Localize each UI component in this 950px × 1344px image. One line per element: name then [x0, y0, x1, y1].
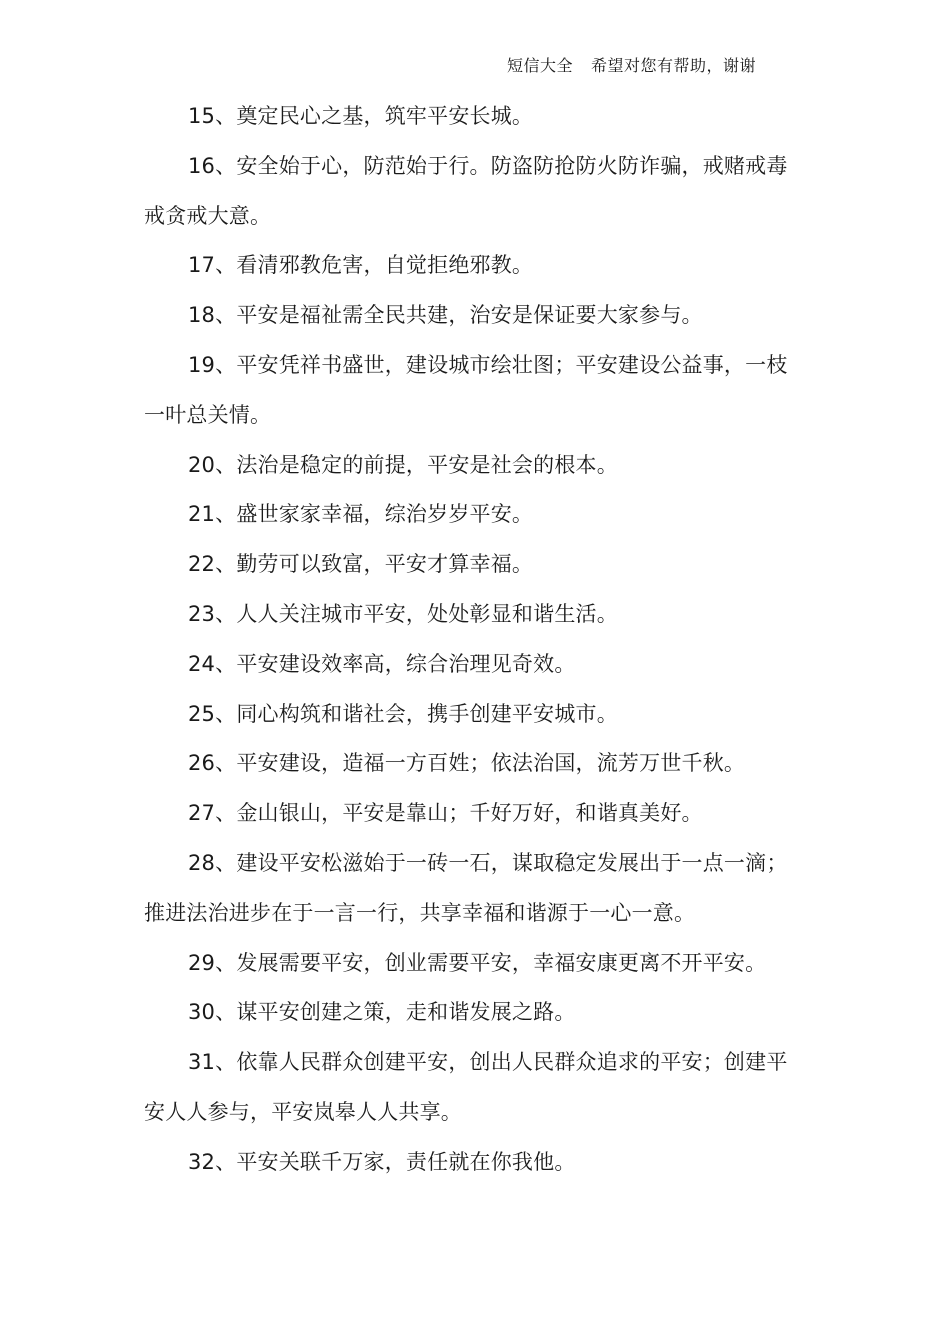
slogan-15: 15、奠定民心之基，筑牢平安长城。 — [188, 104, 534, 128]
header-right-text: 希望对您有帮助，谢谢 — [590, 56, 756, 75]
slogan-20: 20、法治是稳定的前提，平安是社会的根本。 — [188, 452, 618, 477]
slogan-29: 29、发展需要平安，创业需要平安，幸福安康更离不开平安。 — [188, 950, 767, 975]
slogan-23: 23、人人关注城市平安，处处彰显和谐生活。 — [188, 601, 618, 626]
slogan-24: 24、平安建设效率高，综合治理见奇效。 — [188, 651, 576, 676]
slogan-31: 31、依靠人民群众创建平安，创出人民群众追求的平安；创建平安人人参与，平安岚皋人人共享。 — [144, 1050, 788, 1124]
slogan-19: 19、平安凭祥书盛世，建设城市绘壮图；平安建设公益事，一枝一叶总关情。 — [144, 352, 788, 427]
slogan-list — [144, 92, 806, 1188]
slogan-32: 32、平安关联千万家，责任就在你我他。 — [188, 1149, 576, 1174]
slogan-30: 30、谋平安创建之策，走和谐发展之路。 — [188, 1000, 576, 1025]
page-header — [507, 54, 756, 78]
slogan-21: 21、盛世家家幸福，综治岁岁平安。 — [188, 502, 534, 527]
slogan-27: 27、金山银山，平安是靠山；千好万好，和谐真美好。 — [188, 801, 703, 826]
slogan-17: 17、看清邪教危害，自觉拒绝邪教。 — [188, 253, 534, 278]
slogan-25: 25、同心构筑和谐社会，携手创建平安城市。 — [188, 701, 618, 726]
slogan-22: 22、勤劳可以致富，平安才算幸福。 — [188, 552, 534, 577]
slogan-28: 28、建设平安松滋始于一砖一石，谋取稳定发展出于一点一滴；推进法治进步在于一言一行，共享幸福和谐源于一心一意。 — [144, 850, 788, 925]
header-left-text: 短信大全 — [506, 56, 573, 75]
slogan-18: 18、平安是福祉需全民共建，治安是保证要大家参与。 — [188, 303, 703, 328]
slogan-16: 16、安全始于心，防范始于行。防盗防抢防火防诈骗，戒赌戒毒戒贪戒大意。 — [144, 153, 788, 228]
slogan-26: 26、平安建设，造福一方百姓；依法治国，流芳万世千秋。 — [188, 751, 746, 776]
